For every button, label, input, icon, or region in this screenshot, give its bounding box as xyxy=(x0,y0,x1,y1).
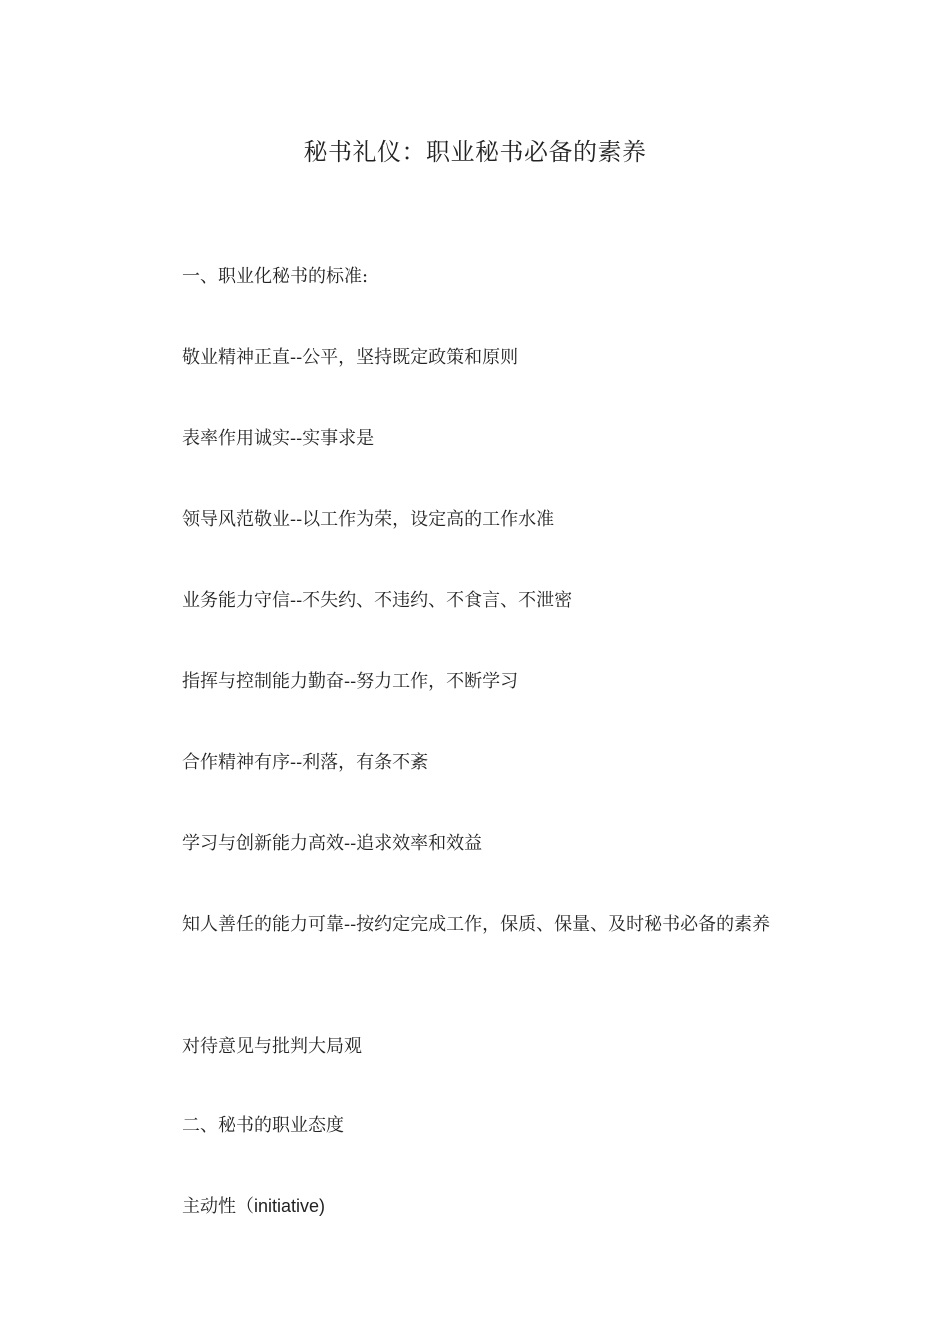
initiative-prefix: 主动性（ xyxy=(182,1196,254,1217)
paragraph: 学习与创新能力高效--追求效率和效益 xyxy=(182,833,483,854)
paragraph-wrapped: 知人善任的能力可靠--按约定完成工作，保质、保量、及时秘书必备的素养 xyxy=(182,914,771,935)
initiative-latin: initiative) xyxy=(254,1196,326,1216)
paragraph: 指挥与控制能力勤奋--努力工作，不断学习 xyxy=(182,671,519,692)
paragraph: 领导风范敬业--以工作为荣，设定高的工作水准 xyxy=(182,509,555,530)
paragraph: 合作精神有序--利落，有条不紊 xyxy=(182,752,429,773)
paragraph: 对待意见与批判大局观 xyxy=(182,1036,362,1057)
section-heading-1: 一、职业化秘书的标准: xyxy=(182,266,369,287)
document-title: 秘书礼仪：职业秘书必备的素养 xyxy=(303,138,647,166)
paragraph: 业务能力守信--不失约、不违约、不食言、不泄密 xyxy=(182,590,573,611)
section-heading-2: 二、秘书的职业态度 xyxy=(182,1115,344,1136)
paragraph: 表率作用诚实--实事求是 xyxy=(182,428,375,449)
paragraph-initiative xyxy=(144,1185,804,1228)
paragraph: 敬业精神正直--公平，坚持既定政策和原则 xyxy=(182,347,519,368)
